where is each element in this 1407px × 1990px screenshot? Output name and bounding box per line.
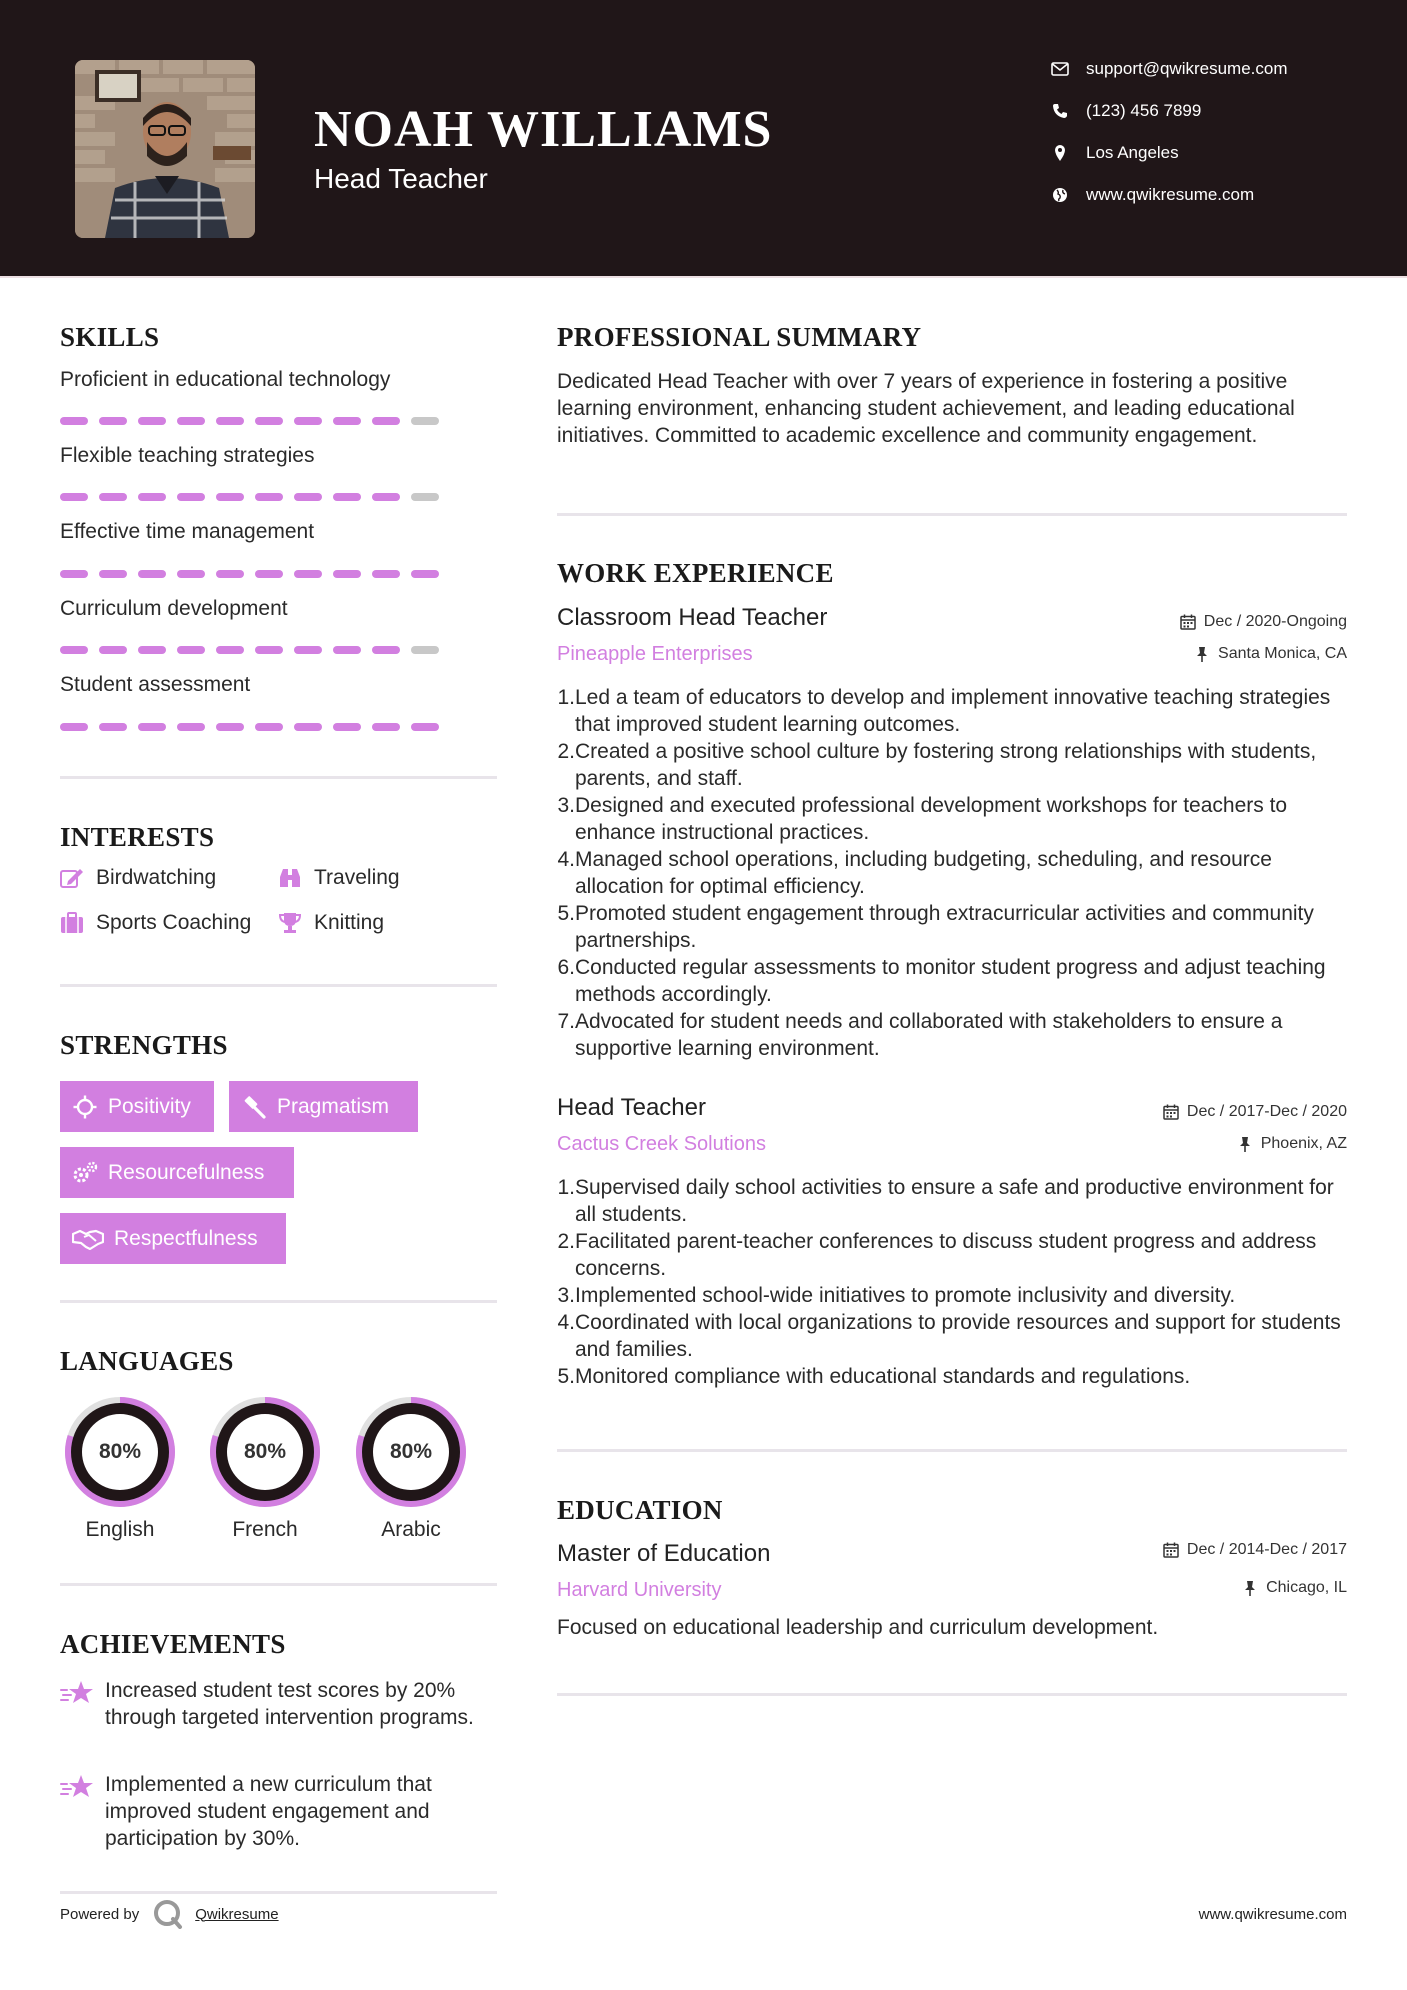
language-name: English (85, 1518, 155, 1541)
calendar-icon (1162, 1541, 1180, 1559)
skill-label: Proficient in educational technology (60, 368, 391, 391)
section-divider (60, 1891, 497, 1894)
company-name: Cactus Creek Solutions (557, 1133, 766, 1155)
strength-label: Pragmatism (277, 1094, 390, 1118)
duty-item: 7. Advocated for student needs and collaborated with stakeholders to ensure a supportive learning environment. (557, 1010, 1283, 1060)
achievement-text: Implemented a new curriculum that improved student engagement and participation by 30%. (105, 1773, 432, 1850)
qwikresume-link[interactable]: Qwikresume (195, 1905, 279, 1923)
skill-dash-empty (411, 417, 439, 425)
skill-dash-filled (60, 723, 88, 731)
education-dates-text: Dec / 2014-Dec / 2017 (1186, 1541, 1347, 1558)
section-divider (557, 513, 1347, 516)
skill-dash-filled (333, 417, 361, 425)
duty-item: 1. Led a team of educators to develop and implement innovative teaching strategies that improved student learning outcomes. (557, 686, 1331, 736)
strength-tag (60, 1147, 294, 1198)
strength-label: Resourcefulness (108, 1160, 265, 1184)
skill-dash-filled (333, 493, 361, 501)
experience-title: WORK EXPERIENCE (557, 558, 834, 588)
qwikresume-logo-icon (153, 1899, 183, 1929)
achievement-item (60, 1677, 500, 1731)
interest-item (60, 866, 216, 890)
pushpin-icon (1193, 645, 1211, 663)
job-location (1193, 645, 1347, 663)
map-pin-icon (1050, 143, 1070, 163)
job-location (1236, 1135, 1347, 1153)
gavel-icon (241, 1094, 267, 1120)
school-name: Harvard University (557, 1579, 722, 1601)
skills-title: SKILLS (60, 322, 160, 352)
skill-dash-filled (177, 493, 205, 501)
contact-phone-text: (123) 456 7899 (1086, 101, 1202, 120)
contact-email[interactable] (1050, 56, 1288, 82)
phone-icon (1050, 101, 1070, 121)
degree-name: Master of Education (557, 1540, 771, 1567)
skill-dash-filled (372, 493, 400, 501)
powered-by-text: Powered by (60, 1905, 140, 1923)
job-duties (557, 1174, 1352, 1390)
skill-dash-filled (177, 723, 205, 731)
achievement-item (60, 1771, 500, 1852)
contact-website-text: www.qwikresume.com (1086, 185, 1255, 204)
contact-location-text: Los Angeles (1086, 143, 1179, 162)
summary-title: PROFESSIONAL SUMMARY (557, 322, 922, 352)
skill-dash-filled (216, 570, 244, 578)
achievement-text: Increased student test scores by 20% through targeted intervention programs. (105, 1679, 474, 1729)
duty-item: 4. Managed school operations, including budgeting, scheduling, and resource allocation for optimal efficiency. (557, 848, 1272, 898)
binoculars-icon (278, 866, 302, 890)
section-divider (60, 984, 497, 987)
skill-dash-filled (333, 723, 361, 731)
languages-title: LANGUAGES (60, 1346, 234, 1376)
skill-dash-filled (99, 646, 127, 654)
duty-item: 3. Implemented school-wide initiatives to promote inclusivity and diversity. (557, 1284, 1236, 1307)
skill-dash-filled (216, 417, 244, 425)
strength-label: Positivity (108, 1094, 191, 1118)
skill-dash-filled (255, 723, 283, 731)
handshake-icon (72, 1226, 104, 1252)
skill-dash-filled (333, 646, 361, 654)
skill-dash-filled (411, 723, 439, 731)
section-divider (557, 1449, 1347, 1452)
sun-icon (72, 1094, 98, 1120)
education-location (1241, 1579, 1347, 1597)
skill-rating (60, 723, 439, 731)
shooting-star-icon (60, 1679, 94, 1707)
skill-label: Curriculum development (60, 597, 288, 620)
language-item (203, 1390, 327, 1541)
skill-dash-filled (138, 493, 166, 501)
profile-photo (75, 60, 255, 238)
pushpin-icon (1236, 1135, 1254, 1153)
skill-dash-filled (333, 570, 361, 578)
interest-item (278, 911, 384, 935)
skill-dash-filled (372, 723, 400, 731)
candidate-name: NOAH WILLIAMS (314, 101, 773, 158)
skill-dash-filled (99, 417, 127, 425)
skill-rating (60, 646, 439, 654)
skill-dash-filled (99, 570, 127, 578)
skill-dash-filled (99, 493, 127, 501)
skill-rating (60, 570, 439, 578)
skill-dash-filled (294, 646, 322, 654)
skill-dash-filled (99, 723, 127, 731)
briefcase-icon (60, 911, 84, 935)
skill-dash-filled (138, 570, 166, 578)
skill-dash-filled (60, 646, 88, 654)
skill-dash-filled (138, 417, 166, 425)
language-name: Arabic (381, 1518, 441, 1541)
duty-item: 5. Monitored compliance with educational standards and regulations. (557, 1365, 1191, 1388)
language-item (349, 1390, 473, 1541)
skill-dash-filled (255, 646, 283, 654)
section-divider (60, 1583, 497, 1586)
duty-item: 6. Conducted regular assessments to monitor student progress and adjust teaching methods accordingly. (557, 956, 1326, 1006)
pushpin-icon (1241, 1579, 1259, 1597)
skill-dash-filled (255, 417, 283, 425)
skill-dash-filled (60, 417, 88, 425)
skill-dash-filled (294, 417, 322, 425)
job-dates-text: Dec / 2017-Dec / 2020 (1186, 1103, 1347, 1120)
skill-dash-filled (216, 723, 244, 731)
duty-item: 2. Facilitated parent-teacher conferences to discuss student progress and address concerns. (557, 1230, 1317, 1280)
contact-location (1050, 140, 1179, 166)
job-title: Classroom Head Teacher (557, 604, 828, 631)
contact-email-text: support@qwikresume.com (1086, 59, 1288, 78)
interest-label: Traveling (314, 866, 400, 889)
gears-icon (72, 1160, 98, 1186)
footer-website[interactable]: www.qwikresume.com (1198, 1906, 1347, 1923)
globe-icon (1050, 185, 1070, 205)
education-location-text: Chicago, IL (1266, 1579, 1347, 1596)
education-description: Focused on educational leadership and curriculum development. (557, 1616, 1159, 1639)
duty-item: 5. Promoted student engagement through extracurricular activities and community partnerships. (557, 902, 1314, 952)
job-duties (557, 684, 1352, 1062)
skill-label: Flexible teaching strategies (60, 444, 315, 467)
skill-label: Effective time management (60, 520, 315, 543)
interest-label: Birdwatching (96, 866, 217, 889)
job-dates (1179, 613, 1347, 631)
candidate-role: Head Teacher (314, 163, 488, 194)
language-name: French (232, 1518, 298, 1541)
interest-label: Knitting (314, 911, 385, 934)
skill-dash-empty (411, 646, 439, 654)
powered-by (60, 1899, 279, 1929)
interest-item (60, 911, 251, 935)
section-divider (60, 1300, 497, 1303)
skill-dash-filled (372, 646, 400, 654)
strength-tag (60, 1081, 214, 1132)
skill-dash-filled (255, 570, 283, 578)
strength-label: Respectfulness (114, 1226, 258, 1250)
job-location-text: Phoenix, AZ (1260, 1135, 1347, 1152)
skill-dash-filled (294, 723, 322, 731)
duty-item: 3. Designed and executed professional development workshops for teachers to enhance instructional practices. (557, 794, 1288, 844)
skill-dash-filled (372, 570, 400, 578)
skill-dash-filled (60, 493, 88, 501)
skill-dash-filled (138, 646, 166, 654)
strength-tag (229, 1081, 418, 1132)
duty-item: 4. Coordinated with local organizations to provide resources and support for students and families. (557, 1311, 1341, 1361)
job-title: Head Teacher (557, 1094, 706, 1121)
skill-dash-filled (255, 493, 283, 501)
company-name: Pineapple Enterprises (557, 643, 753, 665)
skill-dash-empty (411, 493, 439, 501)
summary-text: Dedicated Head Teacher with over 7 years of experience in fostering a positive learning environment, enhancing student achievement, and leading educational initiatives. Committed to academic excellence and community engagement. (557, 370, 1295, 447)
strengths-title: STRENGTHS (60, 1030, 228, 1060)
contact-phone[interactable] (1050, 98, 1201, 124)
skill-dash-filled (216, 646, 244, 654)
job-location-text: Santa Monica, CA (1218, 645, 1347, 662)
envelope-icon (1050, 59, 1070, 79)
skill-dash-filled (138, 723, 166, 731)
skill-dash-filled (60, 570, 88, 578)
trophy-icon (278, 911, 302, 935)
header-divider (0, 276, 1407, 278)
skill-dash-filled (216, 493, 244, 501)
pencil-icon (60, 866, 84, 890)
interests-title: INTERESTS (60, 822, 215, 852)
education-title: EDUCATION (557, 1495, 723, 1525)
skill-dash-filled (177, 646, 205, 654)
calendar-icon (1162, 1103, 1180, 1121)
contact-website[interactable] (1050, 182, 1254, 208)
skill-dash-filled (177, 417, 205, 425)
strength-tag (60, 1213, 286, 1264)
interest-label: Sports Coaching (96, 911, 252, 934)
duty-item: 1. Supervised daily school activities to ensure a safe and productive environment for all students. (557, 1176, 1334, 1226)
skill-dash-filled (411, 570, 439, 578)
language-item (58, 1390, 182, 1541)
language-percent: 80% (243, 1440, 287, 1463)
duty-item: 2. Created a positive school culture by fostering strong relationships with students, parents, and staff. (557, 740, 1317, 790)
calendar-icon (1179, 613, 1197, 631)
education-dates (1162, 1541, 1347, 1559)
section-divider (60, 776, 497, 779)
job-dates-text: Dec / 2020-Ongoing (1203, 613, 1347, 630)
skill-dash-filled (294, 570, 322, 578)
skill-rating (60, 493, 439, 501)
skill-label: Student assessment (60, 673, 251, 696)
achievements-title: ACHIEVEMENTS (60, 1629, 286, 1659)
skill-dash-filled (294, 493, 322, 501)
interest-item (278, 866, 400, 890)
section-divider (557, 1693, 1347, 1696)
skill-dash-filled (372, 417, 400, 425)
language-percent: 80% (389, 1440, 433, 1463)
language-percent: 80% (98, 1440, 142, 1463)
shooting-star-icon (60, 1773, 94, 1801)
job-dates (1162, 1103, 1347, 1121)
skill-dash-filled (177, 570, 205, 578)
skill-rating (60, 417, 439, 425)
